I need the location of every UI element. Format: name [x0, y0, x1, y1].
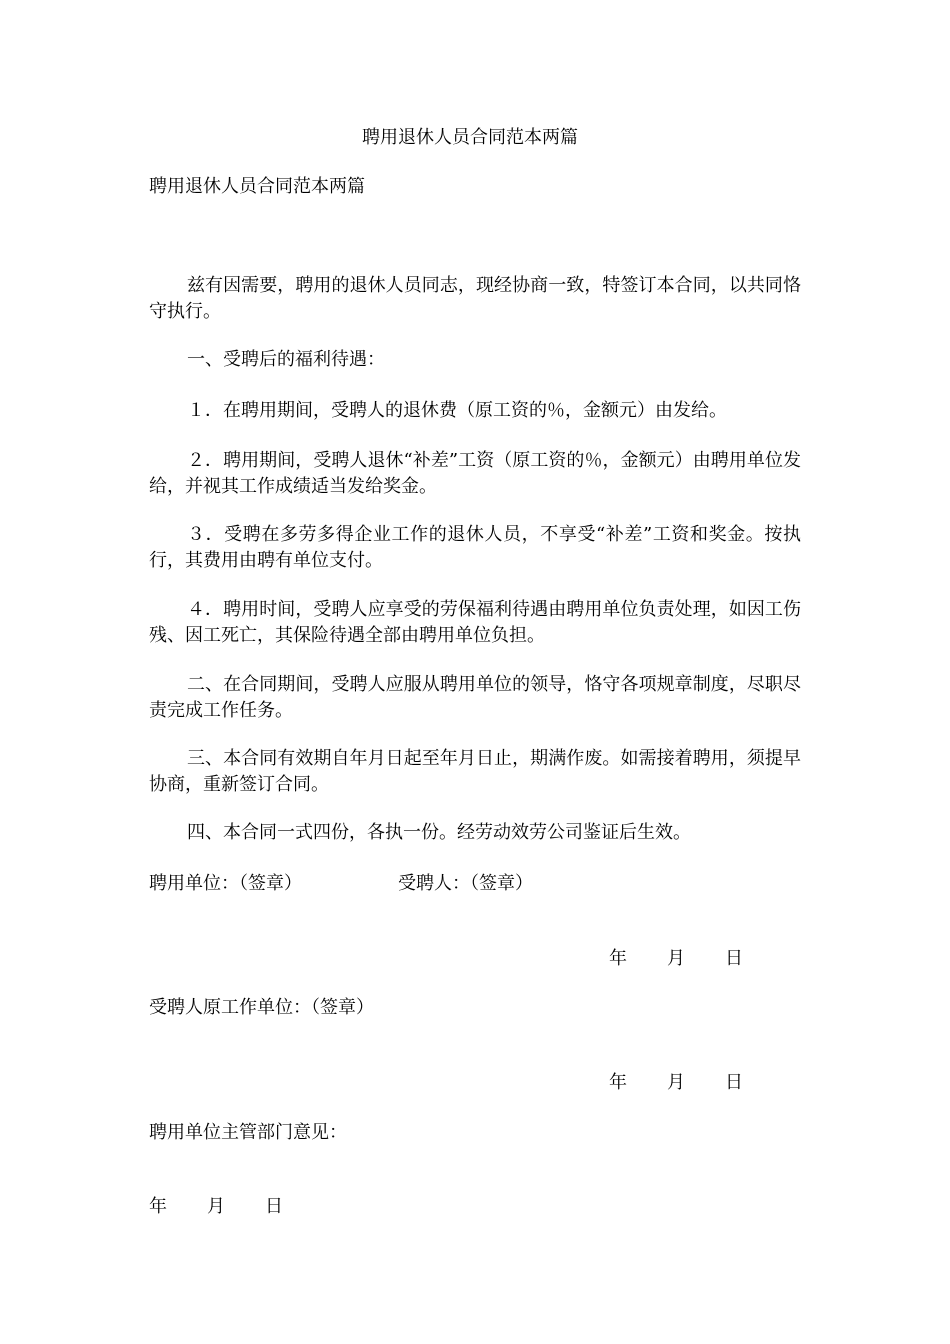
item4-paragraph: ４．聘用时间，受聘人应享受的劳保福利待遇由聘用单位负责处理，如因工伤残、因工死亡，其保险待遇全部由聘用单位负担。 — [149, 599, 801, 646]
intro-paragraph: 兹有因需要，聘用的退休人员同志，现经协商一致，特签订本合同，以共同恪守执行。 — [149, 275, 801, 322]
item1-paragraph: １．在聘用期间，受聘人的退休费（原工资的％，金额元）由发给。 — [187, 400, 727, 421]
section4-paragraph: 四、本合同一式四份，各执一份。经劳动效劳公司鉴证后生效。 — [187, 822, 691, 843]
employer-signature-label: 聘用单位：（签章） — [149, 873, 302, 894]
section1-heading: 一、受聘后的福利待遇： — [187, 349, 385, 370]
date-line-3 — [149, 1194, 283, 1220]
item2-paragraph: ２．聘用期间，受聘人退休“补差”工资（原工资的％，金额元）由聘用单位发给，并视其工作成绩适当发给奖金。 — [149, 450, 801, 497]
date-month: 月 — [667, 948, 685, 969]
date-month: 月 — [667, 1072, 685, 1093]
date-year: 年 — [609, 1072, 627, 1093]
date-day: 日 — [725, 1072, 743, 1093]
document-subtitle: 聘用退休人员合同范本两篇 — [149, 176, 365, 197]
date-month: 月 — [207, 1196, 225, 1217]
item3-paragraph: ３．受聘在多劳多得企业工作的退休人员，不享受“补差”工资和奖金。按执行，其费用由聘有单位支付。 — [149, 524, 801, 571]
date-line-1 — [609, 946, 743, 972]
date-day: 日 — [725, 948, 743, 969]
date-year: 年 — [609, 948, 627, 969]
employee-signature-label: 受聘人：（签章） — [398, 873, 533, 894]
date-day: 日 — [265, 1196, 283, 1217]
date-line-2 — [609, 1070, 743, 1096]
date-year: 年 — [149, 1196, 167, 1217]
section3-paragraph: 三、本合同有效期自年月日起至年月日止，期满作废。如需接着聘用，须提早协商，重新签订合同。 — [149, 748, 801, 795]
dept-opinion-label: 聘用单位主管部门意见： — [149, 1122, 347, 1143]
document-title: 聘用退休人员合同范本两篇 — [362, 127, 578, 148]
original-unit-signature-label: 受聘人原工作单位：（签章） — [149, 997, 374, 1018]
section2-paragraph: 二、在合同期间，受聘人应服从聘用单位的领导，恪守各项规章制度，尽职尽责完成工作任务。 — [149, 674, 801, 721]
